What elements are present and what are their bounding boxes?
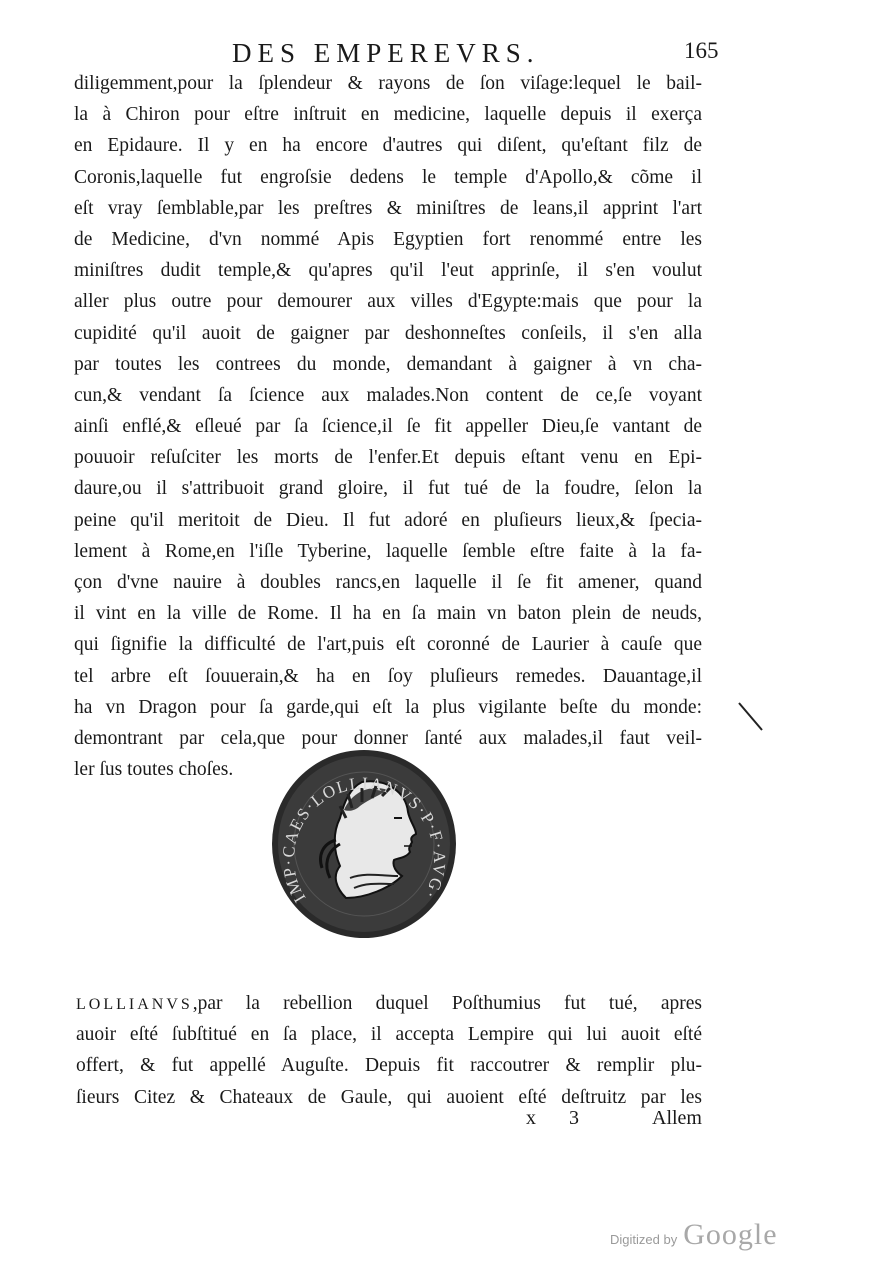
text-line: miniſtres dudit temple,& qu'apres qu'il l'eut apprinſe, il s'en voulut	[74, 260, 702, 282]
text-line: tel arbre eſt ſouuerain,& ha en ſoy pluſieurs remedes. Dauantage,il	[74, 665, 702, 687]
running-head: DES EMPEREVRS.	[232, 38, 540, 68]
text-line: çon d'vne nauire à doubles rancs,en laquelle il ſe fit amener, quand	[74, 572, 702, 593]
coin-inscription: IMP·CAES·LOLLIANVS·P·F·AVG·	[278, 773, 450, 906]
text-line: auoir eſté ſubſtitué en ſa place, il accepta Lempire qui lui auoit eſté	[76, 1024, 702, 1046]
text-line: pouuoir reſuſciter les morts de l'enfer.Et depuis eſtant venu en Epi-	[74, 447, 702, 469]
text-line: diligemment,pour la ſplendeur & rayons de ſon viſage:lequel le bail-	[74, 73, 702, 94]
text-line: demontrant par cela,que pour donner ſanté aux malades,il faut veil-	[74, 727, 702, 749]
text-line: aller plus outre pour demourer aux villes d'Egypte:mais que pour la	[74, 291, 702, 313]
first-line-text: ,par la rebellion duquel Poſthumius fut tué, apres	[192, 993, 702, 1014]
text-line: eſt vray ſemblable,par les preſtres & miniſtres de leans,il apprint l'art	[74, 197, 702, 219]
text-line: cun,& vendant ſa ſcience aux malades.Non content de ce,ſe voyant	[74, 384, 702, 406]
signature-mark: x 3	[526, 1107, 593, 1129]
text-line: de Medicine, d'vn nommé Apis Egyptien fort renommé entre les	[74, 228, 702, 250]
text-line: ſieurs Citez & Chateaux de Gaule, qui auoient eſté deſtruitz par les	[76, 1086, 702, 1108]
text-line: Coronis,laquelle fut engroſsie dedens le temple d'Apollo,& cõme il	[74, 166, 702, 188]
catchword: Allem	[652, 1107, 702, 1129]
text-line: qui ſignifie la difficulté de l'art,puis eſt coronné de Laurier à cauſe que	[74, 634, 702, 656]
text-line: daure,ou il s'attribuoit grand gloire, il fut tué de la foudre, ſelon la	[74, 478, 702, 500]
text-line: la à Chiron pour eſtre inſtruit en medicine, laquelle depuis il exerça	[74, 104, 702, 126]
emperor-name: LOLLIANVS	[76, 996, 193, 1013]
text-line: peine qu'il meritoit de Dieu. Il fut adoré en pluſieurs lieux,& ſpecia-	[74, 509, 702, 531]
text-line: lement à Rome,en l'iſle Tyberine, laquelle ſemble eſtre faite à la fa-	[74, 540, 702, 562]
text-line-first	[76, 988, 702, 1019]
text-line: par toutes les contrees du monde, demandant à gaigner à vn cha-	[74, 353, 702, 375]
page-number: 165	[684, 38, 719, 63]
digitized-watermark	[610, 1218, 778, 1258]
text-line: ler ſus toutes choſes.	[74, 759, 234, 781]
text-line: en Epidaure. Il y en ha encore d'autres qui diſent, qu'eſtant filz de	[74, 135, 702, 157]
text-line: ainſi enflé,& eſleué par ſa ſcience,il ſe fit appeller Dieu,ſe vantant de	[74, 416, 702, 438]
main-paragraph	[74, 68, 702, 785]
text-line: offert, & fut appellé Auguſte. Depuis fit raccoutrer & remplir plu-	[76, 1055, 702, 1077]
text-line: ha vn Dragon pour ſa garde,qui eſt la plus vigilante beſte du monde:	[74, 696, 702, 718]
digitized-by-label: Digitized by	[610, 1232, 678, 1247]
stray-mark	[736, 700, 766, 736]
coin-portrait	[270, 748, 458, 940]
google-logo: Google	[683, 1218, 778, 1251]
lollianus-paragraph	[76, 988, 702, 1113]
coin-medallion	[270, 748, 458, 940]
text-line: il vint en la ville de Rome. Il ha en ſa main vn baton plein de neuds,	[74, 603, 702, 625]
text-line: cupidité qu'il auoit de gaigner par deshonneſtes conſeils, il s'en alla	[74, 322, 702, 344]
